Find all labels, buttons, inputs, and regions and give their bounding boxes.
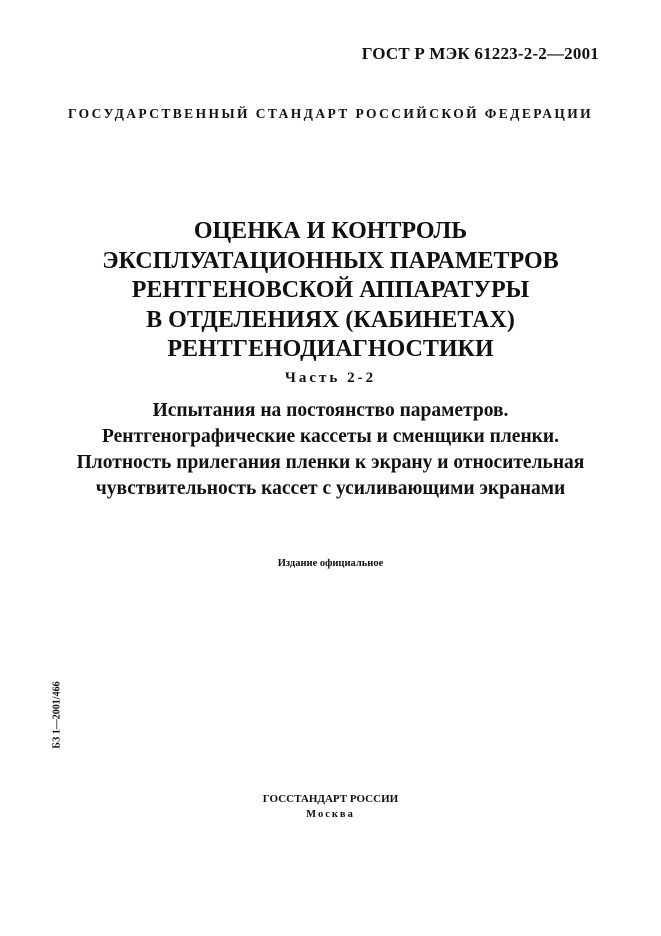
subtitle-line: чувствительность кассет с усиливающими экранами xyxy=(95,478,566,499)
subtitle-line: Плотность прилегания пленки к экрану и относительная xyxy=(76,452,585,473)
subtitle-line: Рентгенографические кассеты и сменщики пленки. xyxy=(101,426,560,447)
publisher: ГОССТАНДАРТ РОССИИ xyxy=(262,793,399,805)
side-code: БЗ 1—2001/466 xyxy=(51,681,63,749)
part-label: Часть 2-2 xyxy=(284,370,377,386)
title-line: В ОТДЕЛЕНИЯХ (КАБИНЕТАХ) xyxy=(146,306,515,333)
document-subtitle xyxy=(0,398,661,502)
edition-label: Издание официальное xyxy=(277,558,384,569)
authority-heading: ГОСУДАРСТВЕННЫЙ СТАНДАРТ РОССИЙСКОЙ ФЕДЕРАЦИИ xyxy=(67,106,594,121)
title-line: РЕНТГЕНОДИАГНОСТИКИ xyxy=(167,336,494,362)
title-line: РЕНТГЕНОВСКОЙ АППАРАТУРЫ xyxy=(131,277,530,303)
title-line: ОЦЕНКА И КОНТРОЛЬ xyxy=(193,218,468,244)
subtitle-line: Испытания на постоянство параметров. xyxy=(152,400,509,421)
document-title xyxy=(0,217,661,365)
document-code: ГОСТ Р МЭК 61223-2-2—2001 xyxy=(361,44,599,63)
title-line: ЭКСПЛУАТАЦИОННЫХ ПАРАМЕТРОВ xyxy=(102,247,559,274)
publisher-city: Москва xyxy=(306,809,355,820)
